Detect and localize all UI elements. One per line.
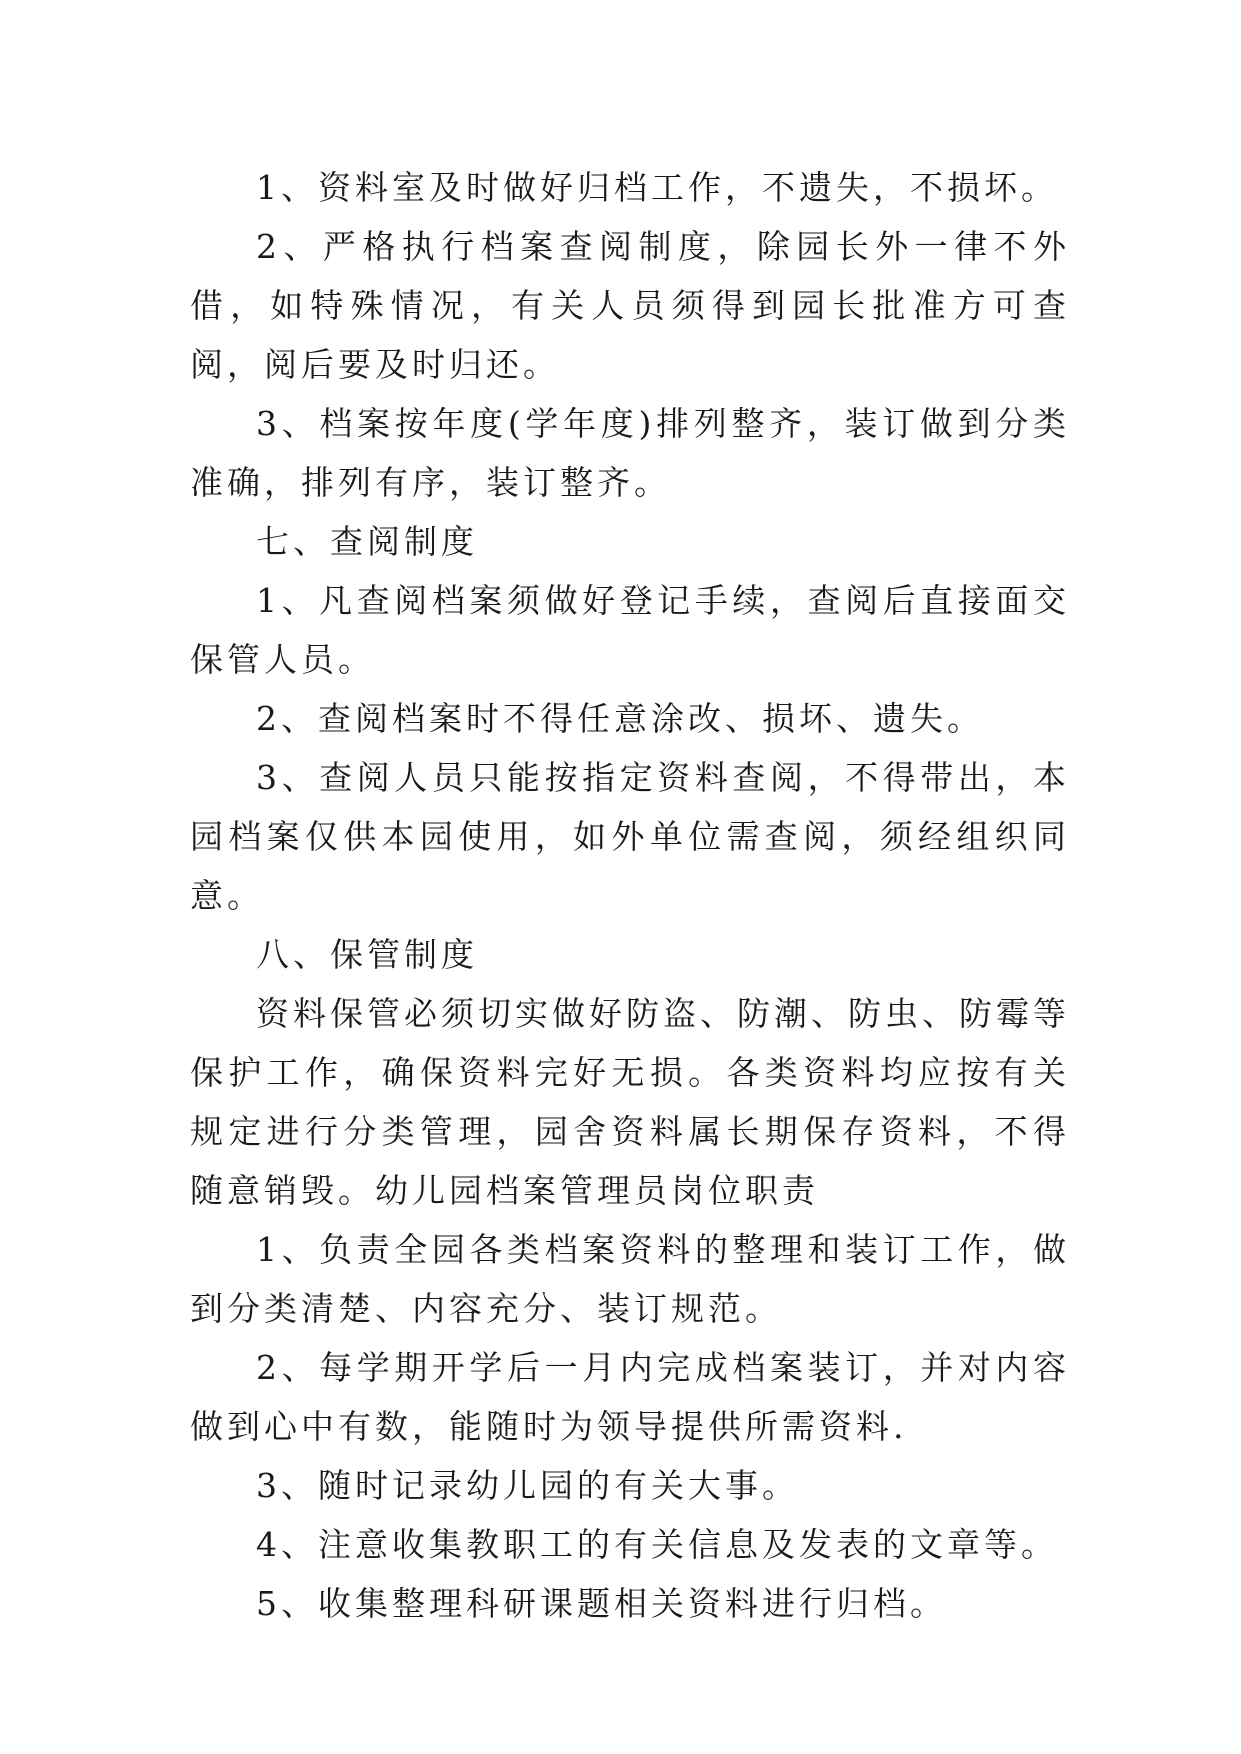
paragraph-archive-lending-rule: 2、严格执行档案查阅制度，除园长外一律不外借，如特殊情况，有关人员须得到园长批准方可查阅，阅后要及时归还。 (190, 227, 1070, 384)
paragraph-custody-protection: 资料保管必须切实做好防盗、防潮、防虫、防霉等保护工作，确保资料完好无损。各类资料均应按有关规定进行分类管理，园舍资料属长期保存资料，不得随意销毁。幼儿园档案管理员岗位职责 (190, 994, 1070, 1210)
paragraph-duty-organize: 1、负责全园各类档案资料的整理和装订工作，做到分类清楚、内容充分、装订规范。 (190, 1230, 1070, 1328)
paragraph-archiving-timely: 1、资料室及时做好归档工作，不遗失，不损坏。 (256, 168, 1058, 207)
paragraph-duty-record-events: 3、随时记录幼儿园的有关大事。 (256, 1466, 799, 1505)
paragraph-duty-staff-info: 4、注意收集教职工的有关信息及发表的文章等。 (256, 1525, 1058, 1564)
paragraph-duty-binding: 2、每学期开学后一月内完成档案装订，并对内容做到心中有数，能随时为领导提供所需资料. (190, 1348, 1070, 1446)
paragraph-consultation-no-alteration: 2、查阅档案时不得任意涂改、损坏、遗失。 (256, 699, 984, 738)
paragraph-archive-ordering: 3、档案按年度(学年度)排列整齐，装订做到分类准确，排列有序，装订整齐。 (190, 404, 1070, 502)
document-body (190, 158, 1070, 1633)
section-heading-consultation: 七、查阅制度 (256, 522, 478, 561)
paragraph-consultation-scope: 3、查阅人员只能按指定资料查阅，不得带出，本园档案仅供本园使用，如外单位需查阅，须经组织同意。 (190, 758, 1070, 915)
section-heading-custody: 八、保管制度 (256, 935, 478, 974)
paragraph-consultation-registration: 1、凡查阅档案须做好登记手续，查阅后直接面交保管人员。 (190, 581, 1070, 679)
paragraph-duty-research: 5、收集整理科研课题相关资料进行归档。 (256, 1584, 947, 1623)
